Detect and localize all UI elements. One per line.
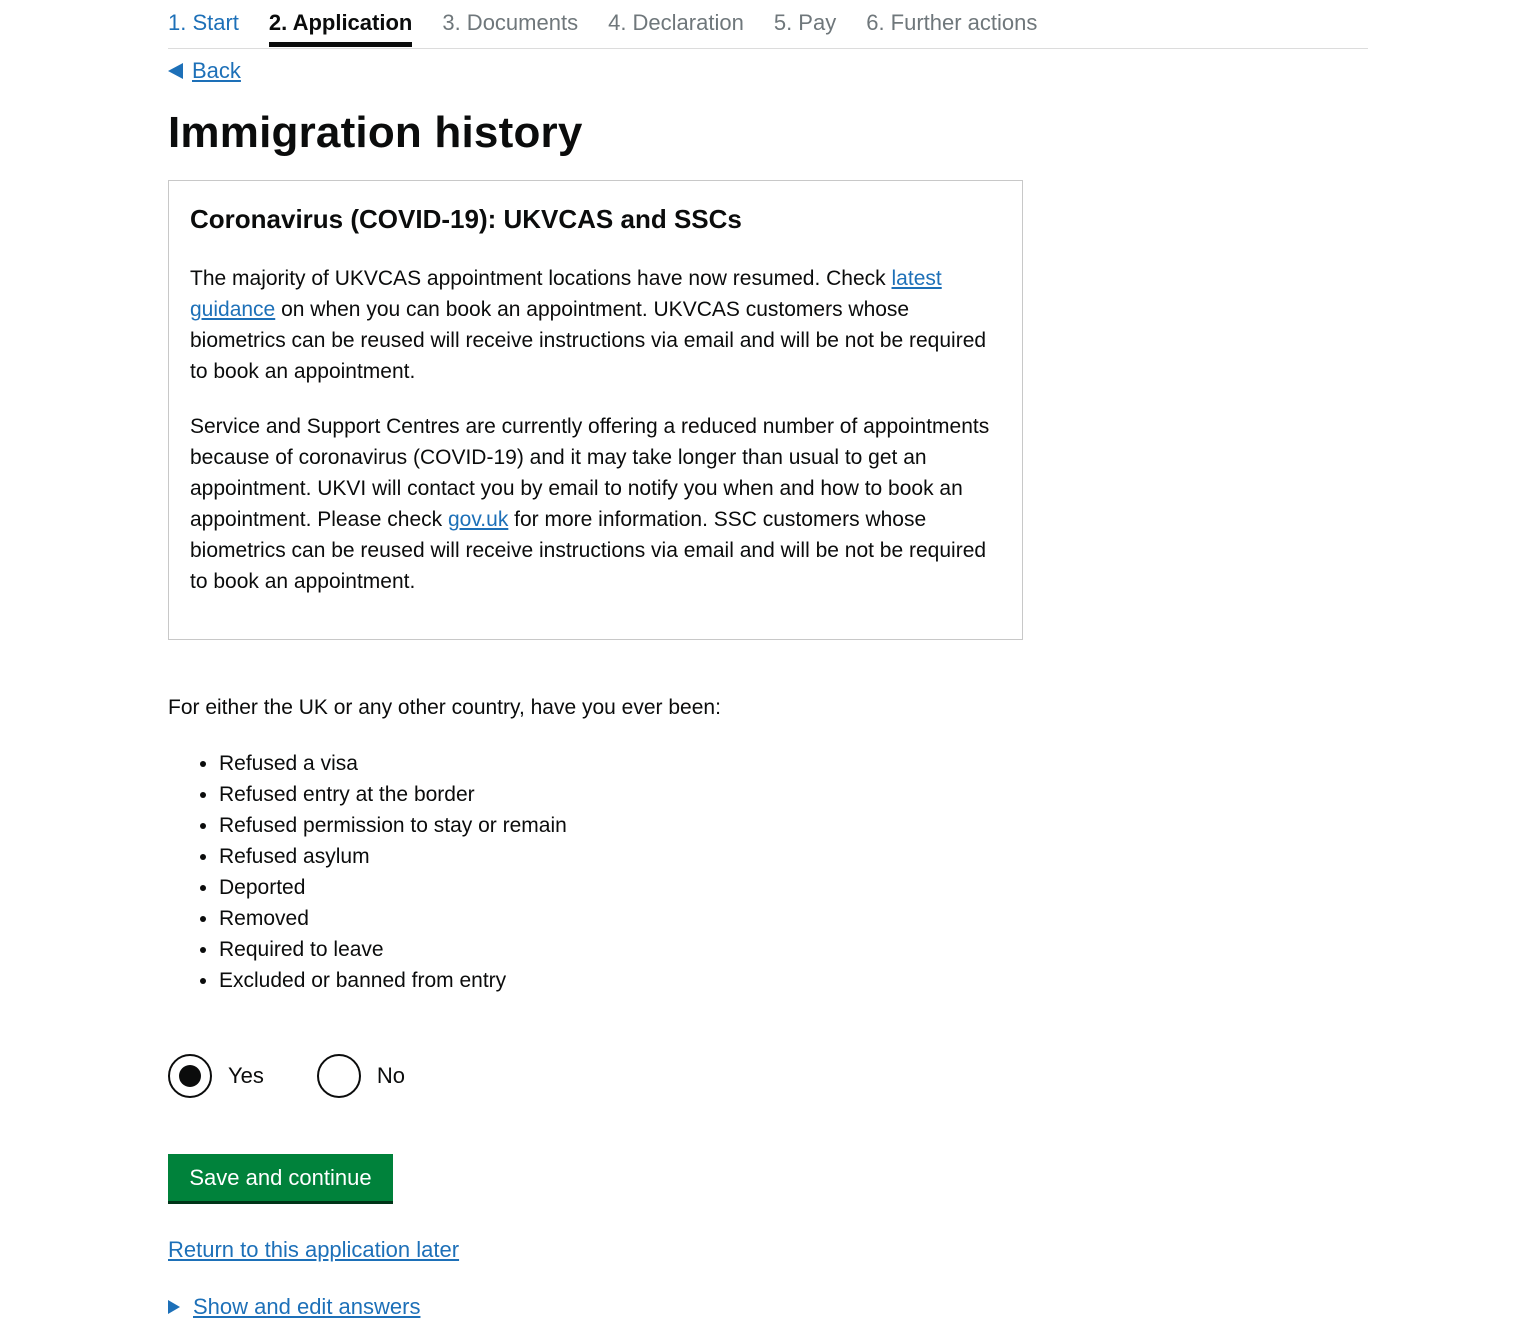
list-item: • Refused entry at the border [219,779,567,810]
list-item: • Excluded or banned from entry [219,965,567,996]
show-edit-answers-toggle[interactable] [168,1294,420,1320]
list-item: • Required to leave [219,934,567,965]
page-container [168,0,1368,1319]
back-arrow-icon [168,63,183,79]
radio-no-label[interactable]: No [376,1063,406,1088]
notice-p2-text-start: Service and Support Centres are currently offering a reduced number of appointments because of coronavirus (COVID-19) and it may take longer than usual to get an appointment. UKVI will contact you by email to notify you when and how to book an appointment. Please check [190,415,990,531]
radio-yes-circle[interactable] [168,1054,212,1098]
list-item: • Removed [219,903,567,934]
latest-guidance-link[interactable]: latest guidance [190,267,942,321]
step-documents: 3. Documents [442,10,579,35]
radio-yes[interactable] [168,1054,264,1098]
show-edit-answers-link[interactable]: Show and edit answers [193,1294,421,1319]
covid-notice-panel [168,180,1023,640]
notice-title: Coronavirus (COVID-19): UKVCAS and SSCs [190,204,742,234]
gov-uk-link[interactable]: gov.uk [448,508,509,531]
list-item: • Refused permission to stay or remain [219,810,567,841]
reasons-list [168,748,567,996]
notice-paragraph-2 [190,411,990,597]
back-link-label: Back [192,58,241,83]
notice-p1-text-end: on when you can book an appointment. UKVCAS customers whose biometrics can be reused will receive instructions via email and will be not be required to book an appointment. [190,298,987,383]
list-item: • Refused a visa [219,748,567,779]
list-item: • Deported [219,872,567,903]
question-text: For either the UK or any other country, have you ever been: [168,696,721,719]
return-later-link[interactable]: Return to this application later [168,1237,460,1262]
step-application: 2. Application [269,0,412,47]
caret-right-icon [168,1300,180,1314]
step-pay: 5. Pay [773,10,837,35]
radio-no[interactable] [317,1054,405,1098]
step-declaration: 4. Declaration [608,10,744,35]
notice-paragraph-1 [190,263,990,387]
notice-p1-text-start: The majority of UKVCAS appointment locations have now resumed. Check [190,267,892,290]
yes-no-radio-group [168,1054,405,1098]
save-and-continue-button[interactable]: Save and continue [168,1154,393,1204]
notice-p2-text-end: for more information. SSC customers whose biometrics can be reused will receive instructions via email and will be not be required to book an appointment. [190,508,987,593]
progress-steps [168,0,1368,49]
step-further-actions: 6. Further actions [866,10,1038,35]
radio-yes-label[interactable]: Yes [228,1063,264,1088]
back-link[interactable] [168,58,241,84]
step-start[interactable]: 1. Start [168,10,239,35]
list-item: • Refused asylum [219,841,567,872]
radio-no-circle[interactable] [317,1054,361,1098]
page-title: Immigration history [168,108,583,157]
